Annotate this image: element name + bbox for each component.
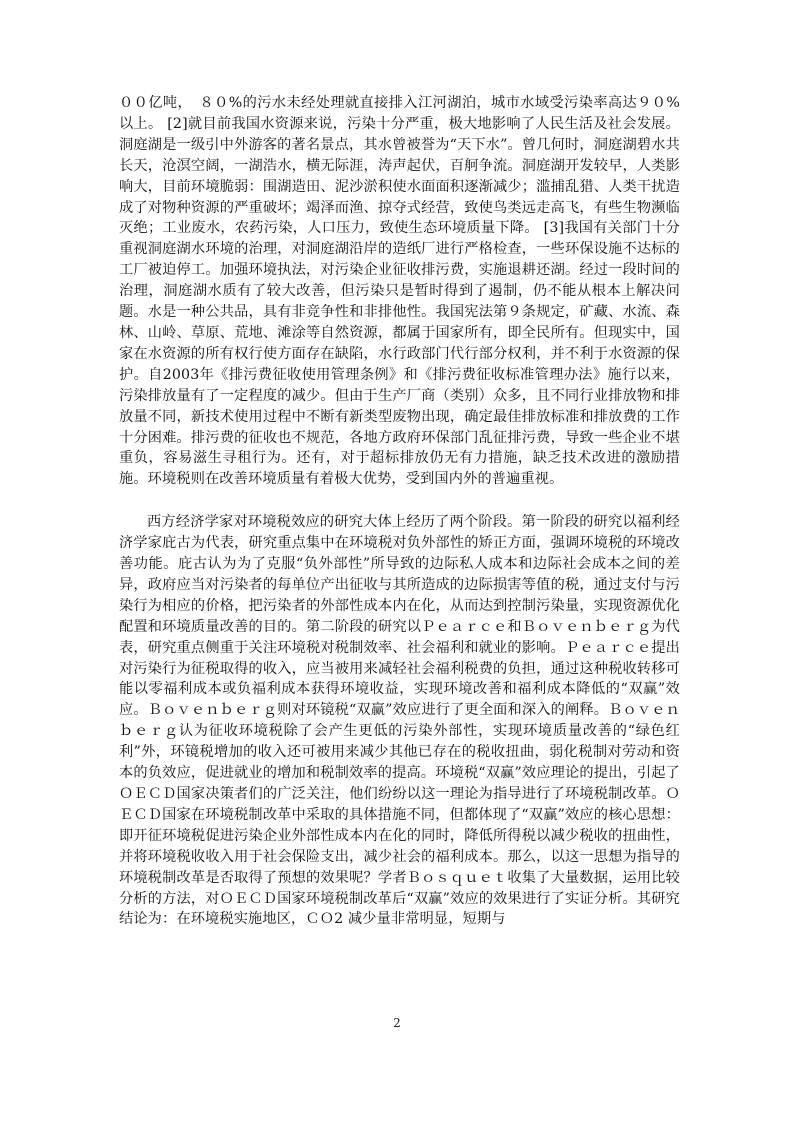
paragraph-water-pollution: ００亿吨， ８０%的污水未经处理就直接排入江河湖泊，城市水域受污染率高达９０%以上。 [2]就目前我国水资源来说，污染十分严重，极大地影响了人民生活及社会发展。洞庭湖是一级引中外游客的著名景点，其水曾被誉为“天下水”。曾几何时，洞庭湖碧水共长天，沧溟空阔，一湖浩水，横无际涯，涛声起伏，百舸争流。洞庭湖开发较早，人类影响大，目前环境脆弱：围湖造田、泥沙淤积使水面面积逐渐减少；滥捕乱猎、人类干扰造成了对物种资源的严重破坏；竭泽而渔、掠夺式经营，致使鸟类远走高飞，有些生物濒临灭绝；工业废水，农药污染，人口压力，致使生态环境质量下降。 [3]我国有关部门十分重视洞庭湖水环境的治理，对洞庭湖沿岸的造纸厂进行严格检查，一些环保设施不达标的工厂被迫停工。加强环境执法，对污染企业征收排污费，实施退耕还湖。经过一段时间的治理，洞庭湖水质有了较大改善，但污染只是暂时得到了遏制，仍不能从根本上解决问题。水是一种公共品，具有非竞争性和非排他性。我国宪法第９条规定，矿藏、水流、森林、山岭、草原、荒地、滩涂等自然资源，都属于国家所有，即全民所有。但现实中，国家在水资源的所有权行使方面存在缺陷，水行政部门代行部分权利，并不利于水资源的保护。自2003年《排污费征收使用管理条例》和《排污费征收标准管理办法》施行以来，污染排放量有了一定程度的减少。但由于生产厂商（类别）众多，且不同行业排放物和排放量不同，新技术使用过程中不断有新类型废物出现，确定最佳排放标准和排放费的工作十分困难。排污费的征收也不规范，各地方政府环保部门乱征排污费，导致一些企业不堪重负，容易滋生寻租行为。还有，对于超标排放仍无有力措施，缺乏技术改进的激励措施。环境税则在改善环境质量有着极大优势，受到国内外的普遍重视。 [119, 95, 680, 488]
paragraph-spacer [119, 490, 680, 512]
page-number: 2 [393, 1016, 401, 1030]
body-text [119, 93, 680, 930]
paragraph-environmental-tax-research: 西方经济学家对环境税效应的研究大体上经历了两个阶段。第一阶段的研究以福利经济学家庇古为代表，研究重点集中在环境税对负外部性的矫正方面，强调环境税的环境改善功能。庇古认为为了克服“负外部性”所导致的边际私人成本和边际社会成本之间的差异，政府应当对污染者的每单位产出征收与其所造成的边际损害等值的税，通过支付与污染行为相应的价格，把污染者的外部性成本内在化，从而达到控制污染量，实现资源优化配置和环境质量改善的目的。第二阶段的研究以Ｐｅａｒｃｅ和Ｂｏｖｅｎｂｅｒｇ为代表，研究重点侧重于关注环境税对税制效率、社会福利和就业的影响。Ｐｅａｒｃｅ提出对污染行为征税取得的收入，应当被用来减轻社会福利税费的负担，通过这种税收转移可能以零福利成本或负福利成本获得环境收益，实现环境改善和福利成本降低的“双赢”效应。Ｂｏｖｅｎｂｅｒｇ则对环镜税“双赢”效应进行了更全面和深入的阐释。Ｂｏｖｅｎｂｅｒｇ认为征收环境税除了会产生更低的污染外部性，实现环境质量改善的“绿色红利”外，环镜税增加的收入还可被用来减少其他已存在的税收扭曲，弱化税制对劳动和资本的负效应，促进就业的增加和税制效率的提高。环境税“双赢”效应理论的提出，引起了ＯＥＣＤ国家决策者们的广泛关注，他们纷纷以这一理论为指导进行了环境税制改革。ＯＥＣＤ国家在环境税制改革中采取的具体措施不同，但都体现了“双赢”效应的核心思想：即开征环境税促进污染企业外部性成本内在化的同时，降低所得税以减少税收的扭曲性，并将环境税收收入用于社会保险支出，减少社会的福利成本。那么，以这一思想为指导的环境税制改革是否取得了预想的效果呢？学者Ｂｏｓｑｕｅｔ收集了大量数据，运用比较分析的方法，对ＯＥＣＤ国家环境税制改革后“双赢”效应的效果进行了实证分析。其研究结论为：在环境税实施地区，ＣＯ2 减少量非常明显，短期与 [119, 514, 680, 928]
